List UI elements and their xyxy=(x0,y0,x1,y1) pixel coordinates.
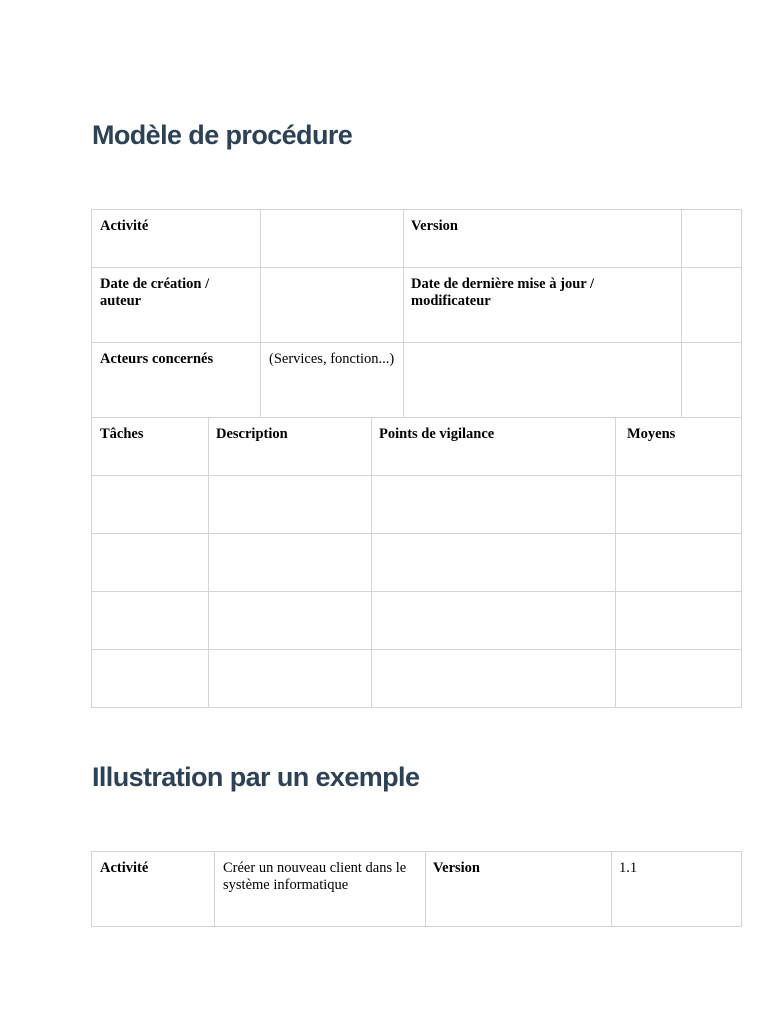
table-cell[interactable] xyxy=(92,592,209,650)
table-cell[interactable] xyxy=(616,476,742,534)
label-actors-concerned: Acteurs concernés xyxy=(92,343,261,418)
table-cell[interactable] xyxy=(209,534,372,592)
activity-value-cell[interactable] xyxy=(261,210,404,268)
table-cell[interactable] xyxy=(209,592,372,650)
table-cell[interactable] xyxy=(372,650,616,708)
table-row xyxy=(92,534,742,592)
section-title-example: Illustration par un exemple xyxy=(92,762,420,792)
label-version: Version xyxy=(404,210,682,268)
table-row xyxy=(92,476,742,534)
table-cell[interactable] xyxy=(372,592,616,650)
table-row xyxy=(92,210,742,268)
table-cell[interactable] xyxy=(616,592,742,650)
example-table xyxy=(91,851,742,927)
creation-date-value-cell[interactable] xyxy=(261,268,404,343)
table-row xyxy=(92,268,742,343)
version-value-cell[interactable] xyxy=(682,210,742,268)
column-header-means: Moyens xyxy=(616,418,742,476)
section-title-procedure-template: Modèle de procédure xyxy=(92,120,353,150)
table-cell[interactable] xyxy=(92,534,209,592)
actors-value-cell[interactable]: (Services, fonction...) xyxy=(261,343,404,418)
column-header-tasks: Tâches xyxy=(92,418,209,476)
table-cell[interactable] xyxy=(372,534,616,592)
table-row xyxy=(92,650,742,708)
column-header-vigilance-points: Points de vigilance xyxy=(372,418,616,476)
table-cell[interactable] xyxy=(92,650,209,708)
label-activity: Activité xyxy=(92,210,261,268)
table-row xyxy=(92,343,742,418)
label-creation-date-author: Date de création / auteur xyxy=(92,268,261,343)
activity-value-cell[interactable]: Créer un nouveau client dans le système informatique xyxy=(215,852,426,927)
table-header-row xyxy=(92,418,742,476)
table-cell[interactable] xyxy=(92,476,209,534)
table-cell[interactable] xyxy=(372,476,616,534)
table-cell[interactable] xyxy=(616,650,742,708)
table-row xyxy=(92,852,742,927)
table-cell[interactable] xyxy=(209,476,372,534)
label-activity: Activité xyxy=(92,852,215,927)
label-last-update-modifier: Date de dernière mise à jour / modificateur xyxy=(404,268,682,343)
label-version: Version xyxy=(426,852,612,927)
procedure-meta-table xyxy=(91,209,742,418)
version-value-cell[interactable]: 1.1 xyxy=(612,852,742,927)
tasks-table xyxy=(91,417,742,708)
column-header-description: Description xyxy=(209,418,372,476)
table-cell[interactable] xyxy=(616,534,742,592)
table-cell[interactable] xyxy=(209,650,372,708)
empty-cell[interactable] xyxy=(682,343,742,418)
table-row xyxy=(92,592,742,650)
empty-cell[interactable] xyxy=(404,343,682,418)
last-update-value-cell[interactable] xyxy=(682,268,742,343)
